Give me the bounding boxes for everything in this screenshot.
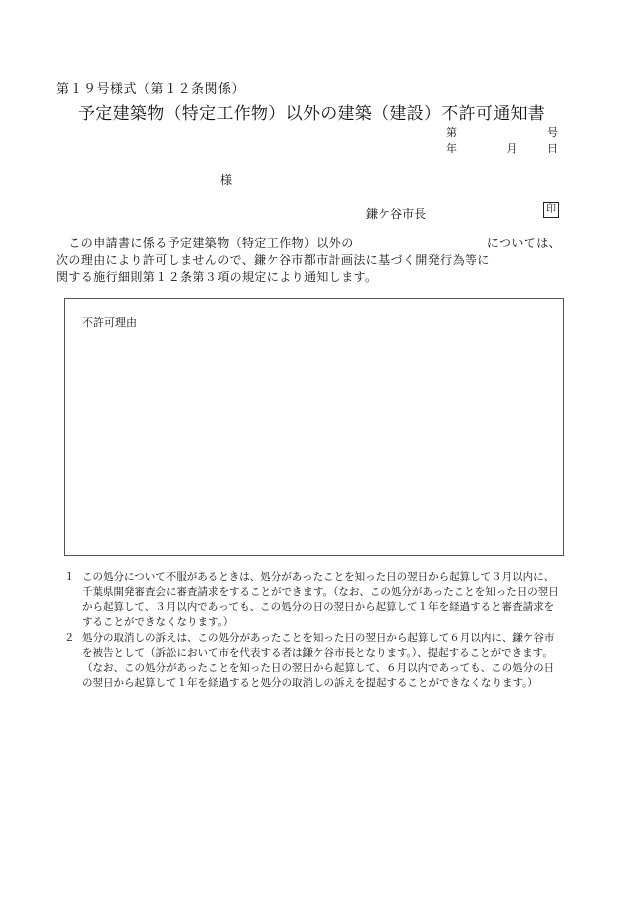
date-day: 日 — [547, 142, 558, 155]
note-item — [64, 631, 564, 691]
reason-box — [64, 298, 564, 556]
number-prefix: 第 — [446, 126, 457, 139]
body-line-1-end: については、 — [486, 236, 561, 250]
notes-section — [64, 570, 564, 692]
body-line-3: 関する施行細則第１２条第３項の規定により通知します。 — [56, 270, 378, 284]
note-text: この処分について不服があるときは、処分があったことを知った日の翌日から起算して３月以内に、千葉県開発審査会に審査請求をすることができます。（なお、この処分があったことを知った日の翌日から起算して、３月以内であっても、この処分の日の翌日から起算して１年を経過すると審査請求をすることができなくなります。） — [82, 571, 559, 628]
reason-label: 不許可理由 — [82, 316, 137, 329]
note-number: ２ — [64, 632, 75, 644]
note-item — [64, 570, 564, 630]
note-text: 処分の取消しの訴えは、この処分があったことを知った日の翌日から起算して６月以内に、鎌ケ谷市を被告として（訴訟において市を代表する者は鎌ケ谷市長となります。）、提起することができます。（なお、この処分があったことを知った日の翌日から起算して、６月以内であっても、この処分の日の翌日から起算して１年を経過すると処分の取消しの訴えを提起することができなくなります。） — [82, 632, 555, 689]
addressee-suffix: 様 — [220, 173, 233, 187]
notice-body — [56, 235, 561, 286]
body-line-2: 次の理由により許可しませんので、鎌ケ谷市都市計画法に基づく開発行為等に — [56, 253, 490, 267]
form-number: 第１９号様式（第１２条関係） — [56, 82, 246, 97]
date-year: 年 — [446, 142, 457, 155]
issuer-name: 鎌ケ谷市長 — [366, 207, 427, 221]
date-month: 月 — [506, 142, 518, 155]
seal-mark: 印 — [543, 202, 559, 218]
note-number: １ — [64, 571, 75, 583]
number-suffix: 号 — [547, 126, 558, 139]
body-line-1 — [56, 235, 561, 252]
date-line — [446, 140, 558, 156]
body-line-1-start: この申請書に係る予定建築物（特定工作物）以外の — [68, 236, 354, 250]
document-number-line — [446, 124, 558, 140]
page-title: 予定建築物（特定工作物）以外の建築（建設）不許可通知書 — [78, 104, 546, 124]
